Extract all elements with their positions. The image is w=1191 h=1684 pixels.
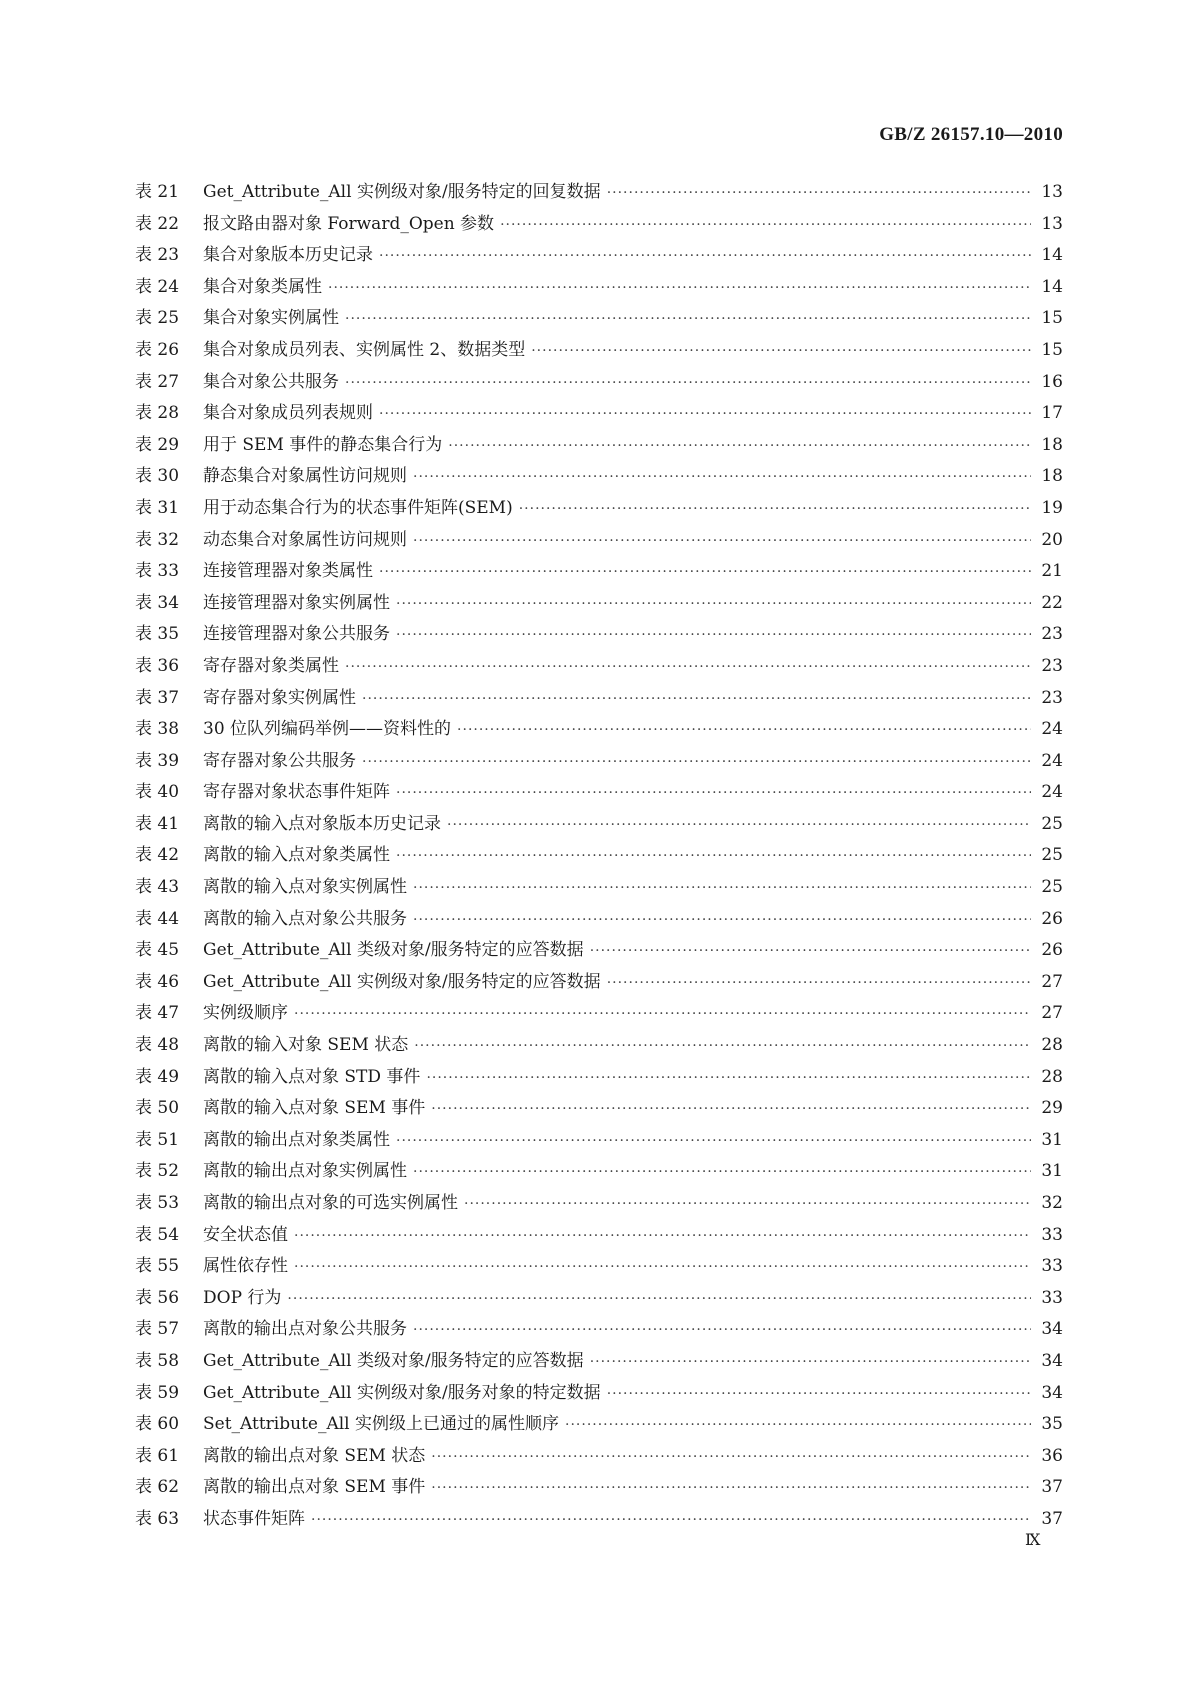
toc-entry-number: 表 61 xyxy=(135,1445,180,1466)
toc-leader-dots xyxy=(413,912,1031,928)
toc-entry[interactable] xyxy=(135,493,1063,525)
toc-entry[interactable] xyxy=(135,1504,1063,1536)
toc-entry-page: 23 xyxy=(1041,687,1063,708)
toc-entry-title: 离散的输入点对象 STD 事件 xyxy=(203,1066,421,1087)
toc-entry[interactable] xyxy=(135,1220,1063,1252)
toc-entry-number: 表 24 xyxy=(135,276,180,297)
toc-entry-page: 24 xyxy=(1041,750,1063,771)
toc-entry[interactable] xyxy=(135,714,1063,746)
toc-entry[interactable] xyxy=(135,240,1063,272)
toc-entry[interactable] xyxy=(135,556,1063,588)
toc-entry[interactable] xyxy=(135,461,1063,493)
toc-entry-number: 表 57 xyxy=(135,1319,180,1340)
toc-entry-title: 寄存器对象实例属性 xyxy=(203,687,356,708)
toc-entry[interactable] xyxy=(135,1314,1063,1346)
toc-entry-title: 集合对象版本历史记录 xyxy=(203,245,373,266)
toc-entry-page: 19 xyxy=(1041,497,1063,518)
toc-leader-dots xyxy=(362,754,1031,770)
toc-entry-number: 表 30 xyxy=(135,466,180,487)
toc-entry-page: 31 xyxy=(1041,1161,1063,1182)
toc-leader-dots xyxy=(413,469,1031,485)
toc-entry-title: Get_Attribute_All 实例级对象/服务特定的应答数据 xyxy=(203,971,601,992)
toc-entry[interactable] xyxy=(135,840,1063,872)
toc-leader-dots xyxy=(500,217,1031,233)
table-of-tables xyxy=(135,177,1063,1536)
toc-leader-dots xyxy=(413,1164,1031,1180)
toc-entry[interactable] xyxy=(135,1030,1063,1062)
toc-leader-dots xyxy=(379,406,1031,422)
toc-entry-page: 16 xyxy=(1041,371,1063,392)
toc-entry-page: 28 xyxy=(1041,1035,1063,1056)
toc-entry[interactable] xyxy=(135,1093,1063,1125)
toc-entry-page: 23 xyxy=(1041,624,1063,645)
toc-entry-title: 离散的输入点对象类属性 xyxy=(203,845,390,866)
toc-entry-title: 寄存器对象公共服务 xyxy=(203,750,356,771)
toc-entry-title: 集合对象公共服务 xyxy=(203,371,339,392)
toc-entry-number: 表 50 xyxy=(135,1098,180,1119)
toc-entry-title: 静态集合对象属性访问规则 xyxy=(203,466,407,487)
toc-entry[interactable] xyxy=(135,746,1063,778)
toc-entry-number: 表 59 xyxy=(135,1382,180,1403)
toc-entry-number: 表 44 xyxy=(135,908,180,929)
toc-entry-number: 表 54 xyxy=(135,1224,180,1245)
toc-entry[interactable] xyxy=(135,619,1063,651)
toc-entry-page: 13 xyxy=(1041,182,1063,202)
toc-entry-title: DOP 行为 xyxy=(203,1287,282,1308)
toc-entry-title: 集合对象成员列表、实例属性 2、数据类型 xyxy=(203,339,526,360)
toc-entry-number: 表 37 xyxy=(135,687,180,708)
toc-entry[interactable] xyxy=(135,1283,1063,1315)
toc-entry-number: 表 41 xyxy=(135,813,180,834)
toc-entry-title: 安全状态值 xyxy=(203,1224,288,1245)
toc-entry-title: 离散的输出点对象 SEM 事件 xyxy=(203,1477,426,1498)
toc-entry-number: 表 42 xyxy=(135,845,180,866)
toc-leader-dots xyxy=(396,785,1031,801)
toc-entry-title: Get_Attribute_All 实例级对象/服务特定的回复数据 xyxy=(203,182,601,202)
toc-entry-title: 集合对象成员列表规则 xyxy=(203,403,373,424)
toc-entry-page: 28 xyxy=(1041,1066,1063,1087)
toc-leader-dots xyxy=(431,1449,1031,1465)
toc-leader-dots xyxy=(379,564,1031,580)
toc-entry-page: 25 xyxy=(1041,845,1063,866)
toc-entry-number: 表 22 xyxy=(135,213,180,234)
toc-entry-title: 离散的输出点对象公共服务 xyxy=(203,1319,407,1340)
toc-entry-title: 集合对象实例属性 xyxy=(203,308,339,329)
toc-entry-page: 15 xyxy=(1041,308,1063,329)
toc-entry-title: 离散的输入点对象公共服务 xyxy=(203,908,407,929)
toc-entry[interactable] xyxy=(135,525,1063,557)
toc-entry[interactable] xyxy=(135,809,1063,841)
toc-entry-title: 离散的输出点对象类属性 xyxy=(203,1129,390,1150)
toc-entry-number: 表 51 xyxy=(135,1129,180,1150)
toc-entry-page: 32 xyxy=(1041,1193,1063,1213)
toc-entry-page: 24 xyxy=(1041,719,1063,740)
toc-leader-dots xyxy=(294,1259,1031,1275)
toc-entry[interactable] xyxy=(135,998,1063,1030)
toc-entry-number: 表 33 xyxy=(135,561,180,582)
toc-leader-dots xyxy=(413,880,1031,896)
toc-entry-page: 17 xyxy=(1041,403,1063,424)
toc-entry-number: 表 28 xyxy=(135,403,180,424)
toc-entry[interactable] xyxy=(135,683,1063,715)
toc-entry-page: 34 xyxy=(1041,1350,1063,1371)
toc-entry[interactable] xyxy=(135,967,1063,999)
toc-entry-number: 表 35 xyxy=(135,624,180,645)
toc-entry-page: 21 xyxy=(1041,561,1063,582)
toc-entry-number: 表 27 xyxy=(135,371,180,392)
toc-entry[interactable] xyxy=(135,1188,1063,1220)
toc-entry-page: 23 xyxy=(1041,655,1063,676)
toc-entry-number: 表 38 xyxy=(135,719,180,740)
toc-entry[interactable] xyxy=(135,935,1063,967)
toc-entry-page: 20 xyxy=(1041,529,1063,550)
toc-entry-number: 表 31 xyxy=(135,497,180,518)
toc-entry[interactable] xyxy=(135,1346,1063,1378)
toc-entry-title: 30 位队列编码举例——资料性的 xyxy=(203,719,452,740)
toc-entry[interactable] xyxy=(135,1251,1063,1283)
toc-entry-title: 寄存器对象类属性 xyxy=(203,655,339,676)
toc-entry[interactable] xyxy=(135,272,1063,304)
toc-entry[interactable] xyxy=(135,335,1063,367)
toc-entry-title: 离散的输出点对象实例属性 xyxy=(203,1161,407,1182)
toc-entry-number: 表 40 xyxy=(135,782,180,803)
toc-entry-page: 15 xyxy=(1041,339,1063,360)
toc-entry[interactable] xyxy=(135,209,1063,241)
toc-leader-dots xyxy=(607,975,1031,991)
toc-entry[interactable] xyxy=(135,303,1063,335)
toc-entry-number: 表 47 xyxy=(135,1003,180,1024)
toc-entry-page: 22 xyxy=(1041,592,1063,613)
toc-entry-page: 33 xyxy=(1041,1287,1063,1308)
toc-entry-page: 37 xyxy=(1041,1508,1063,1529)
toc-leader-dots xyxy=(345,375,1031,391)
toc-entry[interactable] xyxy=(135,1156,1063,1188)
toc-entry[interactable] xyxy=(135,651,1063,683)
toc-entry-page: 25 xyxy=(1041,877,1063,898)
toc-leader-dots xyxy=(426,1070,1031,1086)
toc-entry[interactable] xyxy=(135,1409,1063,1441)
toc-entry-number: 表 36 xyxy=(135,655,180,676)
toc-entry[interactable] xyxy=(135,1441,1063,1473)
toc-leader-dots xyxy=(396,1133,1031,1149)
toc-entry[interactable] xyxy=(135,904,1063,936)
toc-entry[interactable] xyxy=(135,588,1063,620)
toc-entry-page: 25 xyxy=(1041,813,1063,834)
toc-leader-dots xyxy=(345,659,1031,675)
toc-entry-title: 动态集合对象属性访问规则 xyxy=(203,529,407,550)
toc-entry-title: 连接管理器对象公共服务 xyxy=(203,624,390,645)
toc-entry-page: 36 xyxy=(1041,1445,1063,1466)
toc-entry-number: 表 45 xyxy=(135,940,180,961)
toc-leader-dots xyxy=(565,1417,1031,1433)
toc-entry-page: 37 xyxy=(1041,1477,1063,1498)
toc-entry-page: 35 xyxy=(1041,1414,1063,1435)
toc-entry[interactable] xyxy=(135,430,1063,462)
toc-entry-number: 表 43 xyxy=(135,877,180,898)
toc-leader-dots xyxy=(531,343,1031,359)
toc-entry-number: 表 34 xyxy=(135,592,180,613)
toc-entry-page: 31 xyxy=(1041,1129,1063,1150)
toc-entry-page: 18 xyxy=(1041,434,1063,455)
toc-entry-number: 表 29 xyxy=(135,434,180,455)
toc-leader-dots xyxy=(362,691,1031,707)
toc-entry[interactable] xyxy=(135,1062,1063,1094)
toc-leader-dots xyxy=(396,627,1031,643)
toc-entry-title: 用于 SEM 事件的静态集合行为 xyxy=(203,434,443,455)
toc-entry-number: 表 46 xyxy=(135,971,180,992)
toc-entry-page: 34 xyxy=(1041,1382,1063,1403)
toc-entry-number: 表 39 xyxy=(135,750,180,771)
toc-entry-page: 27 xyxy=(1041,1003,1063,1024)
toc-entry-number: 表 56 xyxy=(135,1287,180,1308)
toc-entry-number: 表 26 xyxy=(135,339,180,360)
toc-entry-number: 表 62 xyxy=(135,1477,180,1498)
toc-leader-dots xyxy=(345,311,1031,327)
toc-entry[interactable] xyxy=(135,777,1063,809)
toc-entry-page: 29 xyxy=(1041,1098,1063,1119)
toc-entry-number: 表 53 xyxy=(135,1193,180,1213)
toc-leader-dots xyxy=(294,1228,1031,1244)
toc-leader-dots xyxy=(607,1386,1031,1402)
toc-entry-title: 离散的输入点对象版本历史记录 xyxy=(203,813,441,834)
toc-leader-dots xyxy=(590,1354,1031,1370)
toc-entry-title: Set_Attribute_All 实例级上已通过的属性顺序 xyxy=(203,1414,560,1435)
toc-entry-title: 离散的输入对象 SEM 状态 xyxy=(203,1035,409,1056)
toc-entry-page: 33 xyxy=(1041,1224,1063,1245)
toc-entry-page: 26 xyxy=(1041,940,1063,961)
toc-entry-title: 离散的输入点对象 SEM 事件 xyxy=(203,1098,426,1119)
toc-entry-title: 连接管理器对象类属性 xyxy=(203,561,373,582)
toc-entry-number: 表 48 xyxy=(135,1035,180,1056)
toc-entry[interactable] xyxy=(135,1378,1063,1410)
toc-leader-dots xyxy=(464,1196,1031,1212)
toc-entry-page: 26 xyxy=(1041,908,1063,929)
toc-entry-title: 离散的输入点对象实例属性 xyxy=(203,877,407,898)
toc-entry-number: 表 63 xyxy=(135,1508,180,1529)
toc-entry-title: 报文路由器对象 Forward_Open 参数 xyxy=(203,213,495,234)
toc-entry-title: Get_Attribute_All 类级对象/服务特定的应答数据 xyxy=(203,1350,584,1371)
toc-leader-dots xyxy=(519,501,1031,517)
toc-entry-title: 集合对象类属性 xyxy=(203,276,322,297)
standard-code: GB/Z 26157.10—2010 xyxy=(879,124,1063,145)
toc-leader-dots xyxy=(311,1512,1031,1528)
toc-entry[interactable] xyxy=(135,177,1063,209)
toc-entry-number: 表 21 xyxy=(135,182,180,202)
toc-leader-dots xyxy=(396,848,1031,864)
toc-entry-number: 表 60 xyxy=(135,1414,180,1435)
toc-leader-dots xyxy=(328,280,1031,296)
toc-entry-title: Get_Attribute_All 实例级对象/服务对象的特定数据 xyxy=(203,1382,601,1403)
toc-leader-dots xyxy=(294,1006,1031,1022)
toc-entry-title: 用于动态集合行为的状态事件矩阵(SEM) xyxy=(203,497,513,518)
toc-entry-number: 表 49 xyxy=(135,1066,180,1087)
toc-leader-dots xyxy=(414,1038,1031,1054)
toc-leader-dots xyxy=(457,722,1031,738)
toc-entry-title: Get_Attribute_All 类级对象/服务特定的应答数据 xyxy=(203,940,584,961)
toc-leader-dots xyxy=(448,438,1031,454)
toc-entry[interactable] xyxy=(135,872,1063,904)
toc-leader-dots xyxy=(447,817,1031,833)
toc-entry-title: 离散的输出点对象的可选实例属性 xyxy=(203,1193,458,1213)
toc-leader-dots xyxy=(431,1101,1031,1117)
toc-entry-title: 状态事件矩阵 xyxy=(203,1508,305,1529)
toc-entry-number: 表 55 xyxy=(135,1256,180,1277)
toc-entry-number: 表 32 xyxy=(135,529,180,550)
toc-entry[interactable] xyxy=(135,367,1063,399)
toc-entry-page: 33 xyxy=(1041,1256,1063,1277)
toc-entry[interactable] xyxy=(135,398,1063,430)
toc-entry-page: 34 xyxy=(1041,1319,1063,1340)
toc-leader-dots xyxy=(431,1480,1031,1496)
page-folio: Ⅸ xyxy=(1025,1532,1041,1549)
toc-entry-page: 13 xyxy=(1041,213,1063,234)
toc-entry-title: 属性依存性 xyxy=(203,1256,288,1277)
toc-leader-dots xyxy=(413,533,1031,549)
toc-entry[interactable] xyxy=(135,1472,1063,1504)
toc-entry-page: 14 xyxy=(1041,245,1063,266)
toc-entry-page: 14 xyxy=(1041,276,1063,297)
toc-entry-page: 27 xyxy=(1041,971,1063,992)
toc-entry-number: 表 25 xyxy=(135,308,180,329)
toc-entry-title: 离散的输出点对象 SEM 状态 xyxy=(203,1445,426,1466)
toc-leader-dots xyxy=(590,943,1031,959)
toc-entry[interactable] xyxy=(135,1125,1063,1157)
toc-entry-page: 18 xyxy=(1041,466,1063,487)
toc-leader-dots xyxy=(607,185,1031,201)
toc-entry-number: 表 58 xyxy=(135,1350,180,1371)
toc-leader-dots xyxy=(379,248,1031,264)
toc-leader-dots xyxy=(413,1322,1031,1338)
toc-entry-title: 连接管理器对象实例属性 xyxy=(203,592,390,613)
toc-leader-dots xyxy=(287,1291,1031,1307)
toc-entry-title: 实例级顺序 xyxy=(203,1003,288,1024)
toc-entry-title: 寄存器对象状态事件矩阵 xyxy=(203,782,390,803)
toc-leader-dots xyxy=(396,596,1031,612)
toc-entry-page: 24 xyxy=(1041,782,1063,803)
toc-entry-number: 表 23 xyxy=(135,245,180,266)
toc-entry-number: 表 52 xyxy=(135,1161,180,1182)
